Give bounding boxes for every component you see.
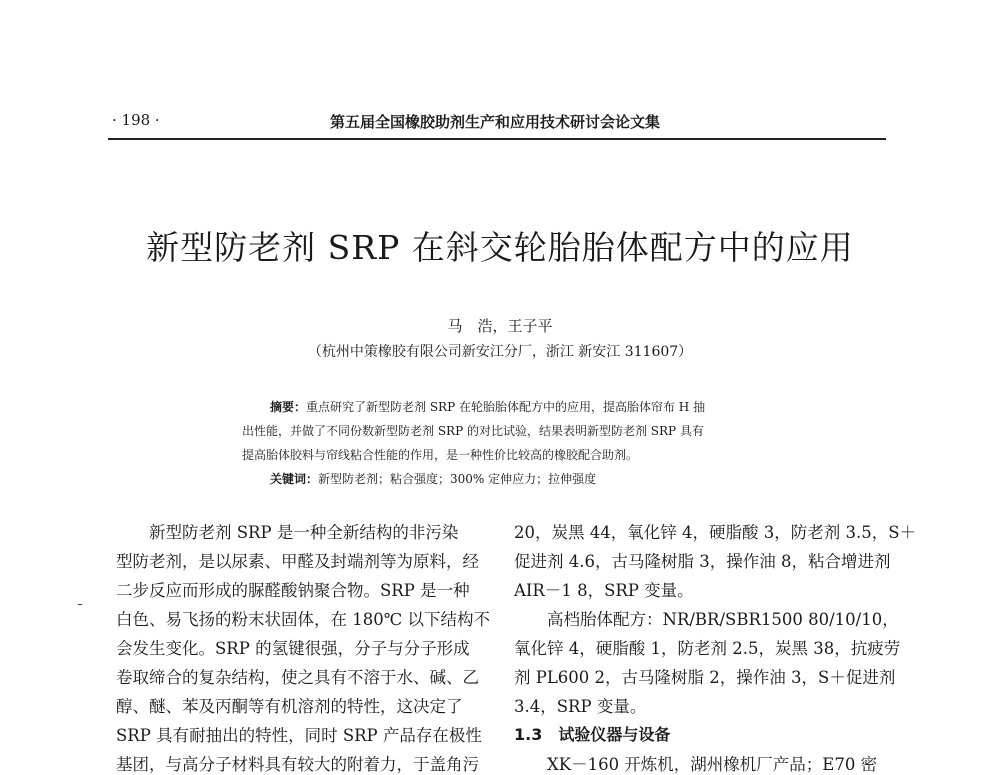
abstract-label: 摘要： xyxy=(270,400,307,414)
body-line: 促进剂 4.6，古马隆树脂 3，操作油 8，粘合增进剂 xyxy=(514,552,891,571)
body-line: AIR－1 8，SRP 变量。 xyxy=(514,581,694,600)
authors: 马 浩，王子平 xyxy=(447,317,553,335)
body-line: 氧化锌 4，硬脂酸 1，防老剂 2.5，炭黑 38，抗疲劳 xyxy=(514,639,901,658)
abstract-line-1 xyxy=(270,398,705,415)
body-line: 高档胎体配方：NR/BR/SBR1500 80/10/10， xyxy=(514,610,899,629)
header-rule xyxy=(108,138,886,140)
body-line: 基团，与高分子材料具有较大的附着力，于盖角污 xyxy=(116,755,479,774)
body-line: 醇、醚、苯及丙酮等有机溶剂的特性，这决定了 xyxy=(116,697,463,716)
body-line: XK－160 开炼机，湖州橡机厂产品；E70 密 xyxy=(514,755,878,774)
page-number: · 198 · xyxy=(112,111,160,129)
keywords-text: 新型防老剂；粘合强度；300% 定伸应力；拉伸强度 xyxy=(318,472,597,486)
section-heading: 1.3 试验仪器与设备 xyxy=(514,725,671,744)
article-title: 新型防老剂 SRP 在斜交轮胎胎体配方中的应用 xyxy=(146,228,854,267)
abstract-line-3: 提高胎体胶料与帘线粘合性能的作用，是一种性价比较高的橡胶配合助剂。 xyxy=(242,448,639,462)
body-line: 型防老剂，是以尿素、甲醛及封端剂等为原料，经 xyxy=(116,552,479,571)
body-line: 二步反应而形成的脲醛酸钠聚合物。SRP 是一种 xyxy=(116,581,470,600)
body-line: 3.4，SRP 变量。 xyxy=(514,697,647,716)
body-line: 新型防老剂 SRP 是一种全新结构的非污染 xyxy=(116,523,459,542)
margin-mark xyxy=(78,604,82,605)
affiliation: （杭州中策橡胶有限公司新安江分厂，浙江 新安江 311607） xyxy=(307,344,693,360)
keywords-label: 关键词： xyxy=(270,472,319,486)
abstract-text: 重点研究了新型防老剂 SRP 在轮胎胎体配方中的应用，提高胎体帘布 H 抽 xyxy=(306,400,706,414)
running-title: 第五届全国橡胶助剂生产和应用技术研讨会论文集 xyxy=(330,113,661,131)
body-line: 剂 PL600 2，古马隆树脂 2，操作油 3，S＋促进剂 xyxy=(514,668,896,687)
body-line: SRP 具有耐抽出的特性，同时 SRP 产品存在极性 xyxy=(116,726,482,745)
body-line: 20，炭黑 44，氧化锌 4，硬脂酸 3，防老剂 3.5，S＋ xyxy=(514,523,917,542)
keywords-line xyxy=(270,470,596,487)
abstract-line-2: 出性能，并做了不同份数新型防老剂 SRP 的对比试验，结果表明新型防老剂 SRP 具有 xyxy=(242,424,704,438)
body-line: 卷取缔合的复杂结构，使之具有不溶于水、碱、乙 xyxy=(116,668,479,687)
body-line: 会发生变化。SRP 的氢键很强，分子与分子形成 xyxy=(116,639,470,658)
body-line: 白色、易飞扬的粉末状固体，在 180℃ 以下结构不 xyxy=(116,610,490,629)
